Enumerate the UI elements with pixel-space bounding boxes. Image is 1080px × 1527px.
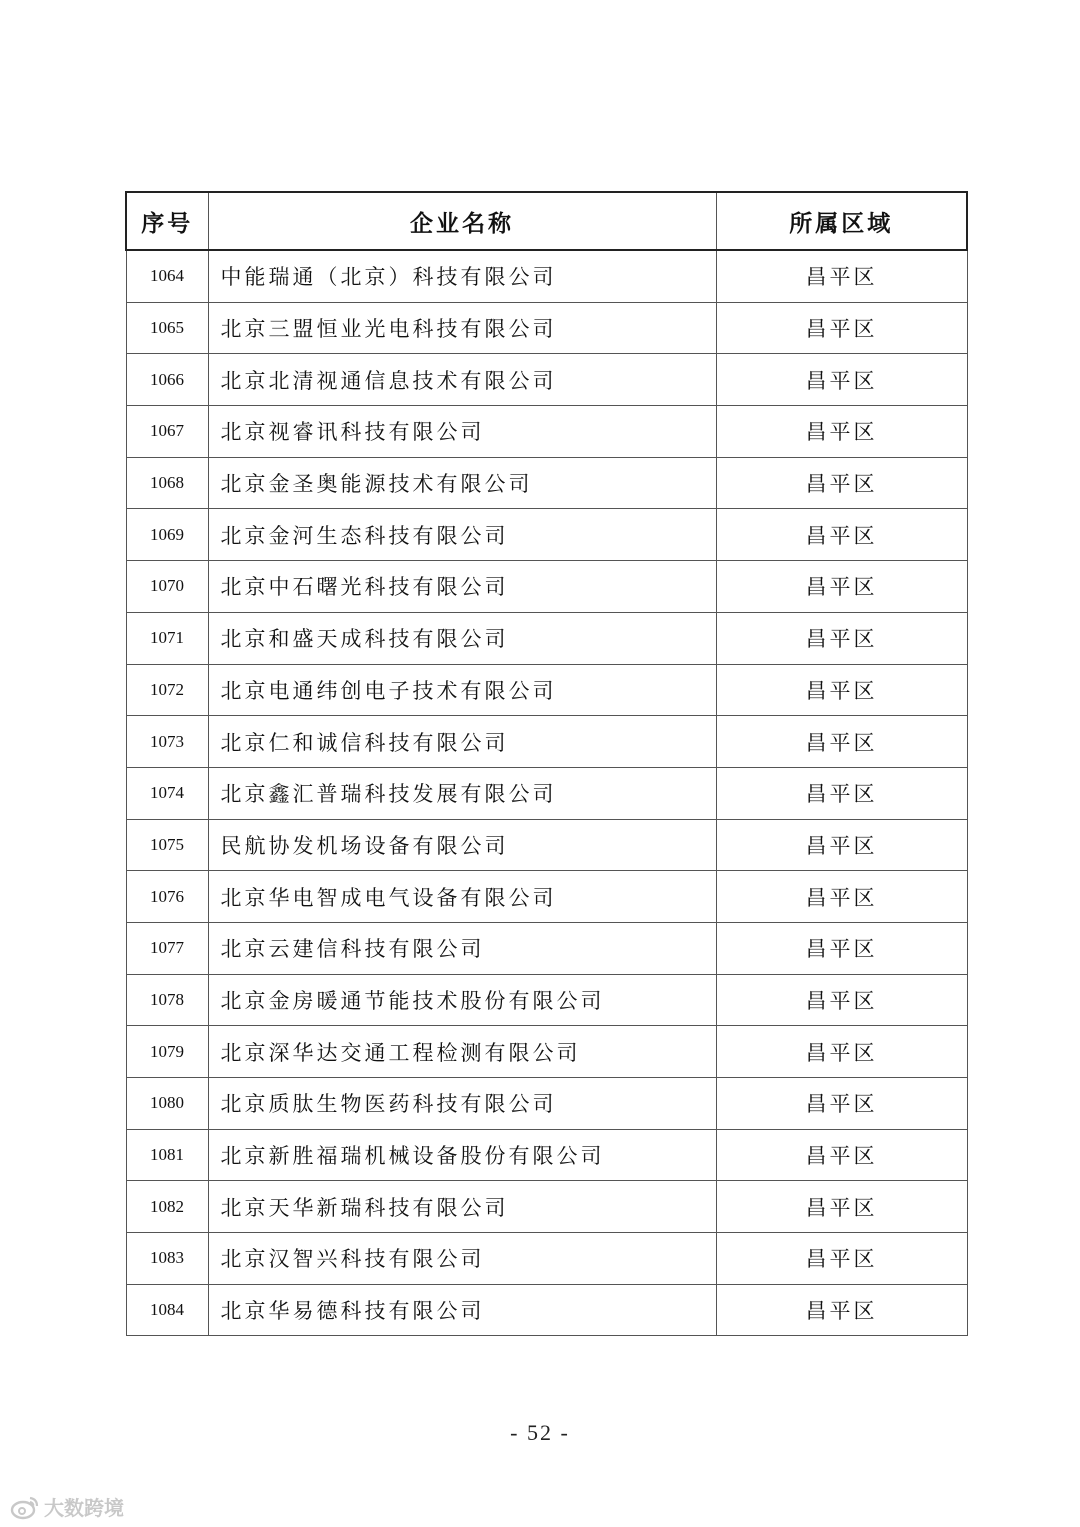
row-index: 1064 [126, 250, 208, 302]
table-header [126, 192, 967, 250]
row-index: 1078 [126, 974, 208, 1026]
company-name: 北京视睿讯科技有限公司 [208, 406, 716, 458]
region-name: 昌平区 [716, 1284, 967, 1336]
region-name: 昌平区 [716, 922, 967, 974]
table-row [126, 561, 967, 613]
row-index: 1081 [126, 1129, 208, 1181]
table-row [126, 354, 967, 406]
company-name: 北京鑫汇普瑞科技发展有限公司 [208, 767, 716, 819]
region-name: 昌平区 [716, 612, 967, 664]
company-name: 北京仁和诚信科技有限公司 [208, 716, 716, 768]
company-name: 民航协发机场设备有限公司 [208, 819, 716, 871]
company-name: 北京华易德科技有限公司 [208, 1284, 716, 1336]
region-name: 昌平区 [716, 1129, 967, 1181]
region-name: 昌平区 [716, 1181, 967, 1233]
page-number: - 52 - [510, 1420, 570, 1445]
row-index: 1068 [126, 457, 208, 509]
row-index: 1065 [126, 302, 208, 354]
company-name: 北京汉智兴科技有限公司 [208, 1233, 716, 1285]
table-row [126, 457, 967, 509]
watermark-text: 大数跨境 [44, 1496, 124, 1520]
company-name: 北京三盟恒业光电科技有限公司 [208, 302, 716, 354]
table-row [126, 1078, 967, 1130]
row-index: 1080 [126, 1078, 208, 1130]
region-name: 昌平区 [716, 1026, 967, 1078]
table-row [126, 302, 967, 354]
row-index: 1073 [126, 716, 208, 768]
company-name: 北京金河生态科技有限公司 [208, 509, 716, 561]
region-name: 昌平区 [716, 974, 967, 1026]
company-name: 中能瑞通（北京）科技有限公司 [208, 250, 716, 302]
region-name: 昌平区 [716, 664, 967, 716]
row-index: 1072 [126, 664, 208, 716]
table-row [126, 1233, 967, 1285]
row-index: 1079 [126, 1026, 208, 1078]
table-row [126, 922, 967, 974]
table-body [126, 250, 967, 1336]
company-name: 北京和盛天成科技有限公司 [208, 612, 716, 664]
region-name: 昌平区 [716, 767, 967, 819]
region-name: 昌平区 [716, 250, 967, 302]
region-name: 昌平区 [716, 354, 967, 406]
header-index: 序号 [126, 192, 208, 250]
header-company: 企业名称 [208, 192, 716, 250]
region-name: 昌平区 [716, 509, 967, 561]
region-name: 昌平区 [716, 1078, 967, 1130]
row-index: 1075 [126, 819, 208, 871]
header-row [126, 192, 967, 250]
table-row [126, 664, 967, 716]
table-row [126, 1129, 967, 1181]
company-name: 北京天华新瑞科技有限公司 [208, 1181, 716, 1233]
company-name: 北京中石曙光科技有限公司 [208, 561, 716, 613]
region-name: 昌平区 [716, 819, 967, 871]
row-index: 1070 [126, 561, 208, 613]
row-index: 1076 [126, 871, 208, 923]
row-index: 1082 [126, 1181, 208, 1233]
region-name: 昌平区 [716, 406, 967, 458]
company-name: 北京云建信科技有限公司 [208, 922, 716, 974]
watermark [10, 1492, 124, 1521]
table-row [126, 716, 967, 768]
region-name: 昌平区 [716, 302, 967, 354]
company-name: 北京新胜福瑞机械设备股份有限公司 [208, 1129, 716, 1181]
row-index: 1071 [126, 612, 208, 664]
table-row [126, 974, 967, 1026]
table-row [126, 509, 967, 561]
region-name: 昌平区 [716, 871, 967, 923]
region-name: 昌平区 [716, 561, 967, 613]
company-name: 北京深华达交通工程检测有限公司 [208, 1026, 716, 1078]
table-row [126, 406, 967, 458]
company-name: 北京质肽生物医药科技有限公司 [208, 1078, 716, 1130]
table-row [126, 1284, 967, 1336]
row-index: 1083 [126, 1233, 208, 1285]
table-row [126, 819, 967, 871]
region-name: 昌平区 [716, 1233, 967, 1285]
company-name: 北京金圣奥能源技术有限公司 [208, 457, 716, 509]
table-row [126, 871, 967, 923]
table-row [126, 1181, 967, 1233]
region-name: 昌平区 [716, 457, 967, 509]
header-region: 所属区域 [716, 192, 967, 250]
region-name: 昌平区 [716, 716, 967, 768]
table-row [126, 767, 967, 819]
table-row [126, 1026, 967, 1078]
company-name: 北京电通纬创电子技术有限公司 [208, 664, 716, 716]
enterprise-table [125, 191, 968, 1336]
row-index: 1066 [126, 354, 208, 406]
company-name: 北京金房暖通节能技术股份有限公司 [208, 974, 716, 1026]
table-row [126, 250, 967, 302]
row-index: 1067 [126, 406, 208, 458]
table-row [126, 612, 967, 664]
company-name: 北京华电智成电气设备有限公司 [208, 871, 716, 923]
row-index: 1069 [126, 509, 208, 561]
weibo-logo-icon [10, 1494, 40, 1520]
row-index: 1074 [126, 767, 208, 819]
row-index: 1084 [126, 1284, 208, 1336]
company-name: 北京北清视通信息技术有限公司 [208, 354, 716, 406]
row-index: 1077 [126, 922, 208, 974]
